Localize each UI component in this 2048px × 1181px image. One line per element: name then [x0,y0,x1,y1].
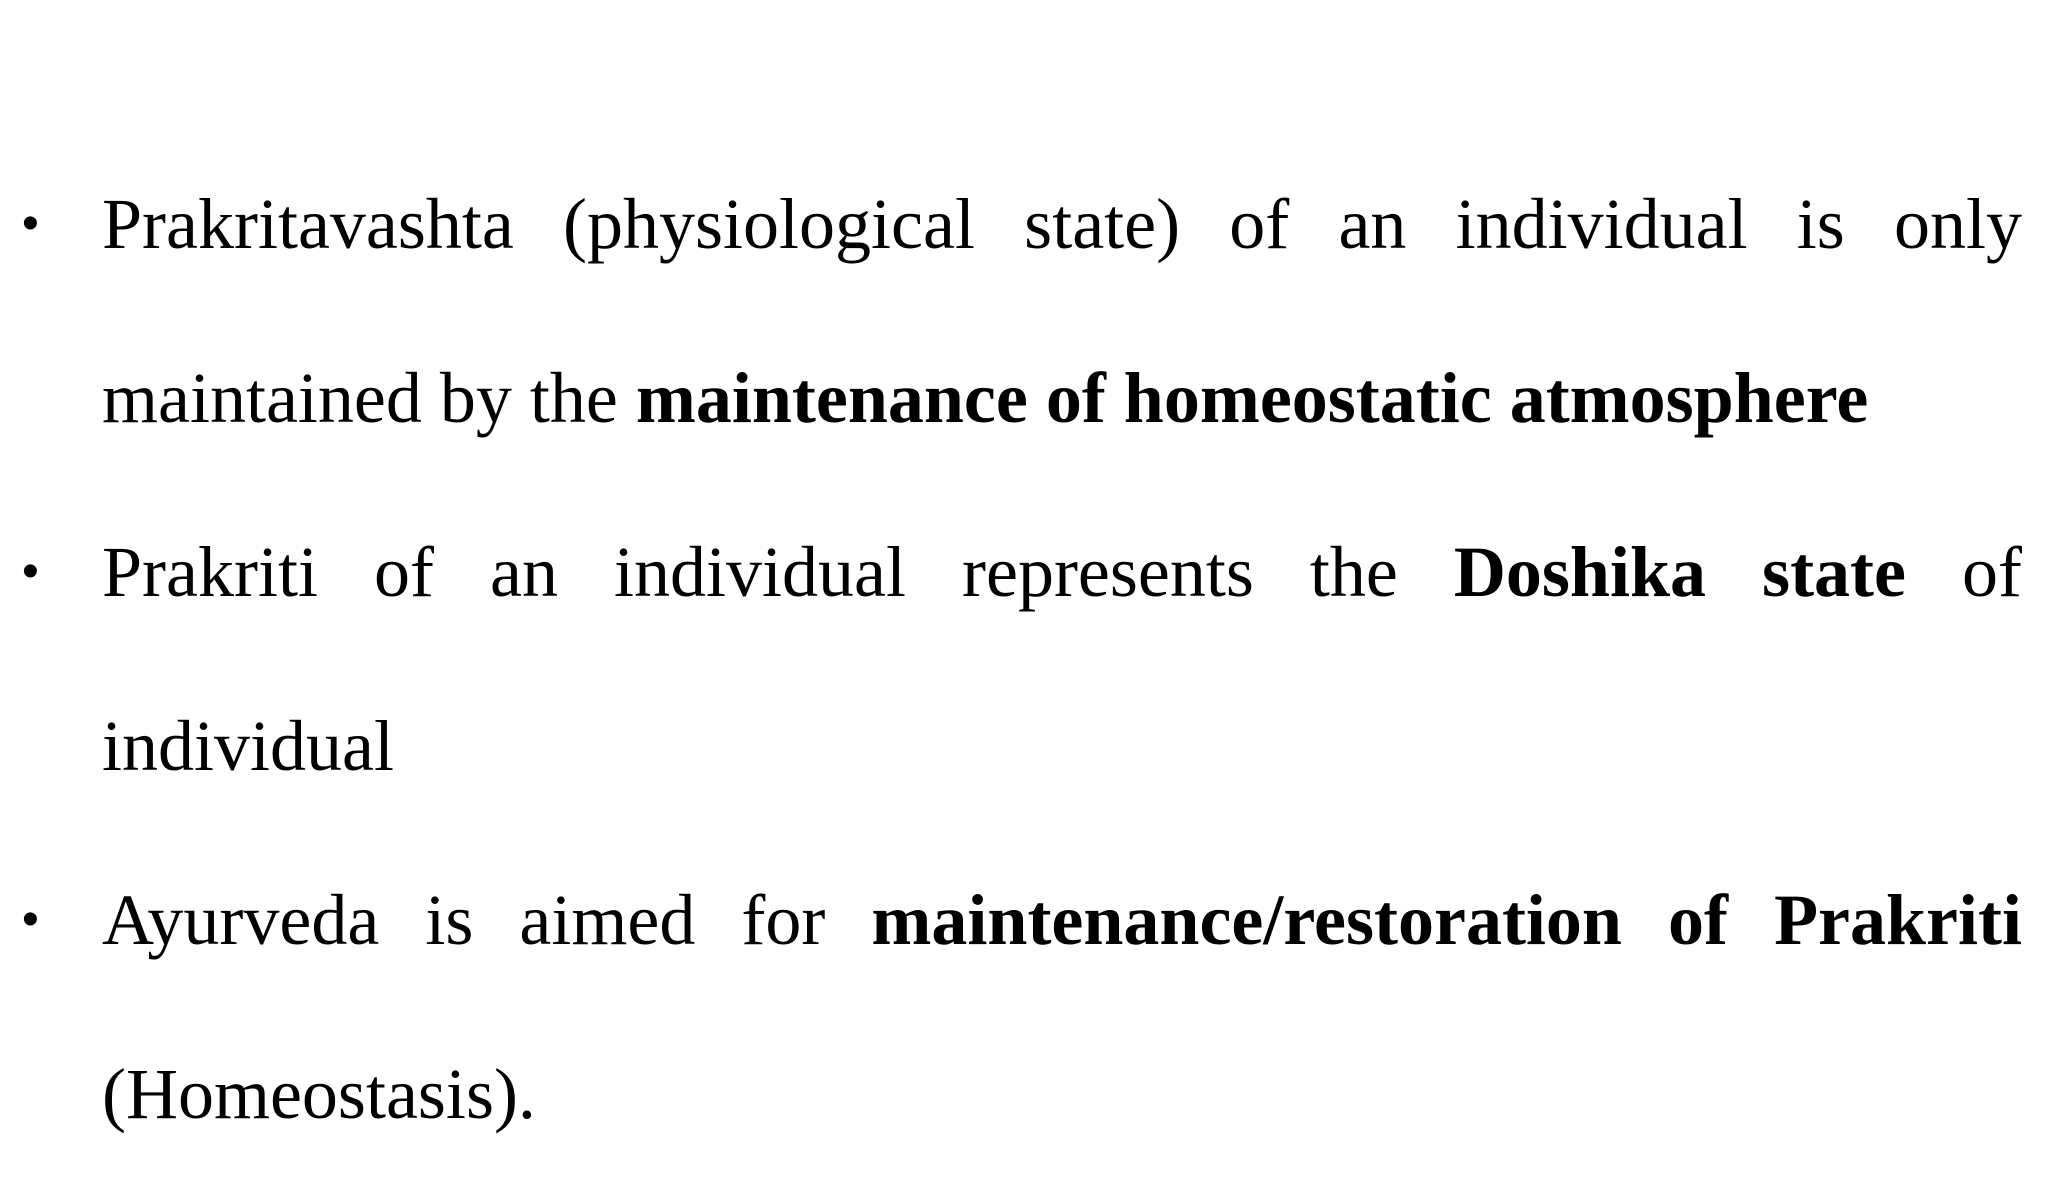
bullet-list [0,137,2048,1181]
bullet-3-bold-text: maintenance/restoration of Prakriti [871,880,2022,960]
bullet-text-2 [102,485,2022,833]
bullet-3-text-before: Ayurveda is aimed for [102,880,872,960]
bullet-1-bold-text: maintenance of homeostatic atmosphere [635,358,1869,438]
bullet-item-3 [0,833,2048,1181]
bullet-1-text-before: Prakritavashta (physiological state) of an individual is only maintained by the [102,184,2022,438]
bullet-icon: • [22,197,39,250]
bullet-item-1 [0,137,2048,485]
bullet-2-text-before: Prakriti of an individual represents the [102,532,1454,612]
bullet-item-2 [0,485,2048,833]
bullet-icon: • [22,893,39,946]
bullet-text-3 [102,833,2022,1181]
bullet-2-text-after: of individual [102,532,2022,786]
bullet-2-bold-text: Doshika state [1453,532,1906,612]
bullet-icon: • [22,545,39,598]
bullet-text-1 [102,137,2022,485]
bullet-3-text-after: (Homeostasis). [102,1054,536,1134]
